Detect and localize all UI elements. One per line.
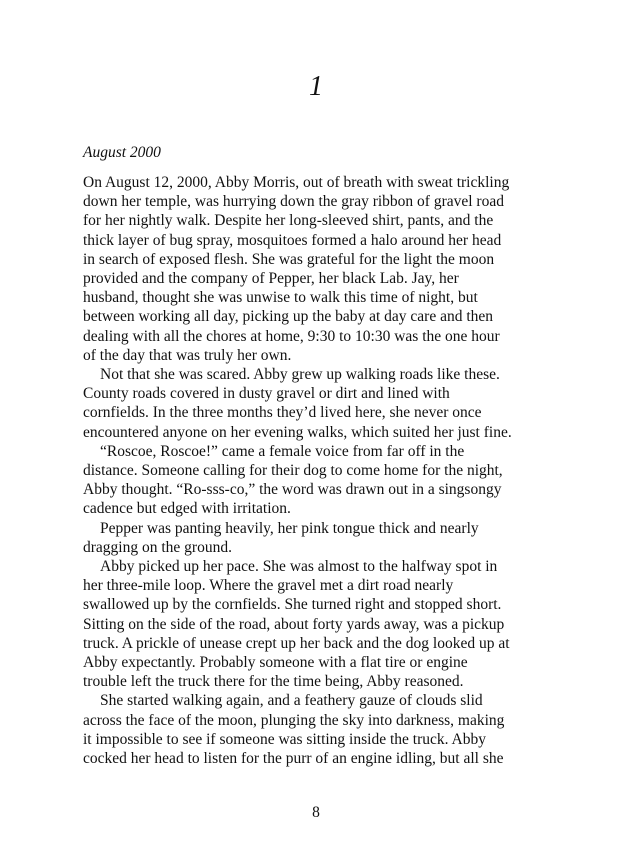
- text-line: Not that she was scared. Abby grew up walking roads like these.: [100, 366, 500, 384]
- text-line: down her temple, was hurrying down the gray ribbon of gravel road: [83, 193, 504, 211]
- page-number: 8: [312, 804, 320, 821]
- text-line: it impossible to see if someone was sitting inside the truck. Abby: [83, 730, 486, 748]
- paragraph: [83, 173, 563, 365]
- chapter-number: 1: [309, 71, 323, 102]
- text-line: distance. Someone calling for their dog to come home for the night,: [83, 462, 503, 480]
- text-line: cocked her head to listen for the purr of an engine idling, but all she: [83, 750, 504, 768]
- text-line: of the day that was truly her own.: [83, 346, 292, 364]
- paragraph: [83, 442, 563, 519]
- text-line: encountered anyone on her evening walks, which suited her just fine.: [83, 423, 512, 441]
- text-line: She started walking again, and a feathery gauze of clouds slid: [100, 692, 483, 710]
- text-line: swallowed up by the cornfields. She turned right and stopped short.: [83, 596, 502, 614]
- paragraph: [83, 365, 563, 442]
- text-line: Abby picked up her pace. She was almost to the halfway spot in: [100, 558, 498, 576]
- text-line: dragging on the ground.: [83, 538, 232, 556]
- text-line: her three-mile loop. Where the gravel met a dirt road nearly: [83, 577, 454, 595]
- text-line: “Roscoe, Roscoe!” came a female voice from far off in the: [100, 442, 465, 460]
- text-line: cadence but edged with irritation.: [83, 500, 291, 518]
- text-line: Pepper was panting heavily, her pink tongue thick and nearly: [100, 519, 479, 537]
- text-line: across the face of the moon, plunging the sky into darkness, making: [83, 711, 505, 729]
- text-line: cornfields. In the three months they’d lived here, she never once: [83, 404, 482, 422]
- text-line: truck. A prickle of unease crept up her back and the dog looked up at: [83, 634, 510, 652]
- text-line: County roads covered in dusty gravel or dirt and lined with: [83, 385, 450, 403]
- text-line: Sitting on the side of the road, about forty yards away, was a pickup: [83, 615, 505, 633]
- text-line: between working all day, picking up the baby at day care and then: [83, 308, 494, 326]
- text-line: husband, thought she was unwise to walk this time of night, but: [83, 289, 478, 307]
- text-line: for her nightly walk. Despite her long-sleeved shirt, pants, and the: [83, 212, 494, 230]
- text-line: Abby expectantly. Probably someone with a flat tire or engine: [83, 654, 468, 672]
- body-text: [83, 173, 563, 768]
- paragraph: [83, 691, 563, 768]
- text-line: On August 12, 2000, Abby Morris, out of breath with sweat trickling: [83, 174, 510, 191]
- paragraph: [83, 519, 563, 557]
- paragraph: [83, 557, 563, 691]
- text-line: thick layer of bug spray, mosquitoes formed a halo around her head: [83, 231, 502, 249]
- text-line: Abby thought. “Ro-sss-co,” the word was drawn out in a singsongy: [83, 481, 502, 499]
- text-line: in search of exposed flesh. She was grateful for the light the moon: [83, 250, 495, 268]
- text-line: provided and the company of Pepper, her black Lab. Jay, her: [83, 270, 459, 288]
- text-line: trouble left the truck there for the time being, Abby reasoned.: [83, 673, 464, 691]
- section-date: August 2000: [83, 144, 161, 161]
- text-line: dealing with all the chores at home, 9:30 to 10:30 was the one hour: [83, 327, 500, 345]
